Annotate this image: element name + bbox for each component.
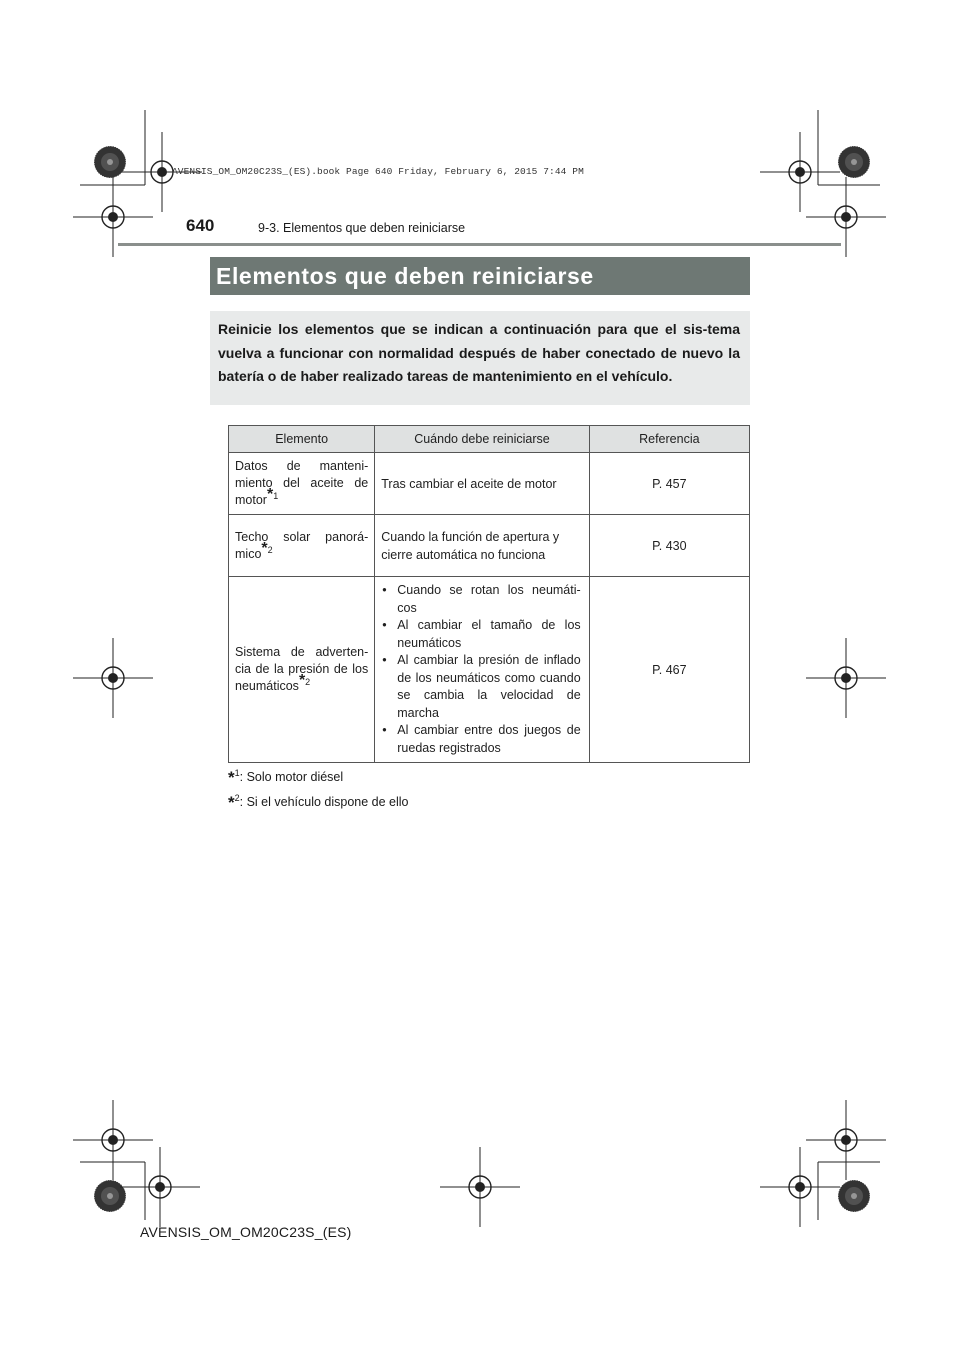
table-row — [229, 577, 750, 763]
col-header-reference: Referencia — [589, 426, 749, 453]
col-header-when: Cuándo debe reiniciarse — [375, 426, 589, 453]
footnote-text: : Solo motor diésel — [239, 770, 344, 785]
row-item-text: Sistema de adverten-cia de la presión de los neumáticos — [235, 645, 369, 693]
row-item — [229, 577, 375, 763]
book-info: AVENSIS_OM_OM20C23S_(ES).book Page 640 Friday, February 6, 2015 7:44 PM — [172, 166, 584, 177]
row-reference[interactable]: P. 467 — [589, 577, 749, 763]
footnote-ref: *2 — [298, 672, 311, 690]
footnote-ref: *2 — [261, 539, 273, 557]
row-item-text: Techo solar panorá-mico — [235, 529, 369, 561]
footnote-mark: * — [228, 768, 235, 788]
footnote-number: 1 — [234, 768, 240, 778]
intro-box: Reinicie los elementos que se indican a continuación para que el sis-tema vuelva a funcionar con normalidad después de haber conectado de nuevo la batería o de haber realizado tareas de mantenimiento en el vehículo. — [210, 311, 750, 405]
footnote-number: 2 — [234, 793, 240, 803]
when-list — [381, 582, 580, 757]
row-item — [229, 515, 375, 577]
page-number: 640 — [186, 216, 215, 235]
header-rule — [118, 243, 841, 246]
table-row — [229, 453, 750, 515]
row-when — [375, 577, 589, 763]
footer-code: AVENSIS_OM_OM20C23S_(ES) — [140, 1224, 352, 1240]
list-item: • Al cambiar entre dos juegos de ruedas registrados — [381, 722, 580, 757]
list-item: • Cuando se rotan los neumáti-cos — [381, 582, 580, 617]
row-item — [229, 453, 375, 515]
table-row — [229, 515, 750, 577]
footnote-text: : Si el vehículo dispone de ello — [239, 795, 409, 810]
table-header-row — [229, 426, 750, 453]
section-label: 9-3. Elementos que deben reiniciarse — [258, 221, 466, 235]
row-reference[interactable]: P. 457 — [589, 453, 749, 515]
footnote-mark: * — [228, 793, 235, 813]
col-header-element: Elemento — [229, 426, 375, 453]
footnote-2 — [228, 793, 409, 813]
row-reference[interactable]: P. 430 — [589, 515, 749, 577]
row-when: Cuando la función de apertura y cierre automática no funciona — [375, 515, 589, 577]
row-when: Tras cambiar el aceite de motor — [375, 453, 589, 515]
row-item-text: Datos de manteni-miento del aceite de motor — [235, 459, 369, 507]
footnote-ref: *1 — [266, 486, 279, 504]
reset-items-table — [228, 425, 750, 763]
page-title: Elementos que deben reiniciarse — [210, 257, 750, 295]
list-item: • Al cambiar el tamaño de los neumáticos — [381, 617, 580, 652]
list-item: • Al cambiar la presión de inflado de los neumáticos como cuando se cambia la velocidad de marcha — [381, 652, 580, 722]
footnote-1 — [228, 768, 343, 788]
